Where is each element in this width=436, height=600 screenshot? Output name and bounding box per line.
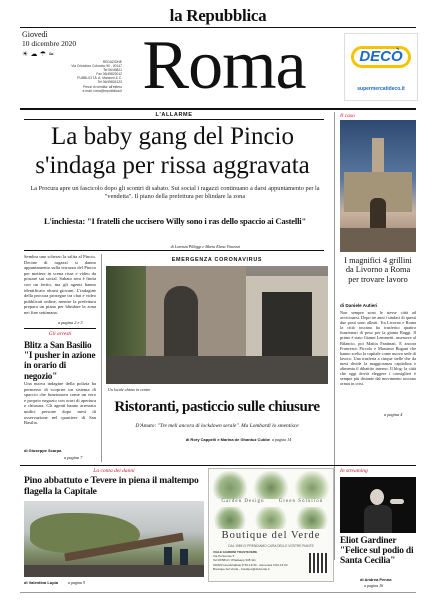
deco-ad[interactable]	[344, 33, 418, 101]
center-more[interactable]: a pagina 14	[272, 437, 292, 442]
plant-illustration-icon	[211, 507, 249, 529]
gardiner-photo	[340, 477, 416, 533]
ad-label-green: Green Solution	[278, 499, 324, 504]
fallen-tree-photo	[24, 501, 204, 577]
conductor-body-shape	[364, 505, 392, 533]
restaurant-photo	[106, 266, 328, 384]
bottom-right-more[interactable]: a pagina 16	[364, 583, 384, 588]
left-more[interactable]: a pagina 2 e 3	[58, 320, 83, 325]
info-line: Via Cristoforo Colombo 90 - 00147	[71, 64, 122, 69]
center-summary: D'Amato: "Tre meli ancora di lockdown serale". Ma Lombardi lo smentisce	[135, 423, 299, 429]
qr-code-icon	[309, 553, 329, 573]
ad-line: Boutique del Verde - boutique@delverde.it	[213, 566, 270, 571]
bottom-right-byline: di Andrea Penna	[360, 577, 392, 582]
kicker-rule	[24, 119, 324, 120]
top-story-rule	[24, 250, 324, 251]
bottom-right-kicker: In streaming	[340, 468, 368, 474]
top-headline-2[interactable]: s'indaga per rissa aggravata	[35, 152, 310, 179]
bottom-left-more[interactable]: a pagina 9	[68, 580, 86, 585]
road-shape	[24, 565, 204, 577]
center-kicker: EMERGENZA CORONAVIRUS	[171, 257, 263, 263]
info-line: Tel 06/49824123	[97, 80, 122, 85]
center-caption: Un locale chiuso in centro	[108, 387, 151, 392]
ad-line: Via Portuense 5	[213, 554, 235, 559]
info-line: PUBBLICITÀ: A. Manzoni & C.	[77, 76, 122, 81]
bottom-left-byline: di Valentina Lupia	[24, 580, 59, 585]
street-shape	[106, 356, 328, 384]
bottom-right-headline[interactable]: Eliot Gardiner "Felice sul podio di Santa Cecilia"	[340, 536, 414, 567]
masthead-bottom-rule	[20, 108, 416, 110]
masthead-info	[70, 60, 122, 93]
door-shape	[262, 292, 312, 356]
left-headline[interactable]: Blitz a San Basilio "I pusher in azione in orario di negozio"	[24, 340, 96, 381]
sidebar-divider	[334, 112, 335, 560]
masthead-date: 10 dicembre 2020	[22, 39, 77, 48]
ad-info	[213, 550, 305, 571]
weather-strip	[22, 50, 70, 58]
left-byline: di Giuseppe Scarpa	[24, 448, 62, 453]
ad-title: Boutique del Verde	[221, 530, 321, 541]
ad-line: ORARI lunedì/sabato 8:30-19:30 - domenica 9:00-13:00	[213, 562, 288, 567]
top-headline-1[interactable]: La baby gang del Pincio	[51, 123, 294, 150]
center-byline: di Rory Cappelli e Marina de Ghantuz Cubbe	[185, 437, 270, 442]
info-line: Fax 06/49823012	[96, 72, 122, 77]
sidebar-more[interactable]: a pagina 4	[384, 412, 403, 417]
deco-url: supermercatideco.it	[357, 86, 405, 92]
plant-illustration-icon	[252, 507, 290, 529]
top-kicker: L'ALLARME	[155, 112, 193, 118]
plant-illustration-icon	[211, 471, 249, 499]
masthead-city: Roma	[142, 27, 306, 104]
piazza-shape	[340, 228, 416, 252]
cloud-icon: ☁	[30, 50, 38, 58]
campidoglio-photo	[340, 120, 416, 252]
left-body: Sembra uno scherzo la salita al Pincio. Decine di ragazzi si danno appuntamento sulla terrazza del Pincio per mettere in scena risse e video da postare sui social. Sabato sera è finita con un ferito, ma gli agenti hanno identificato alcuni giovani. L'indagine della procura prosegue tra chat e video pubblicati online, mentre la prefettura prepara un piano per blindare la zona nei fine settimana.	[24, 254, 96, 315]
plant-illustration-icon	[252, 471, 290, 499]
sidebar-kicker: Il caso	[340, 113, 355, 119]
deco-logo: DECÒ	[351, 46, 411, 68]
ad-label-garden: Garden Design	[221, 499, 265, 504]
ad-line: Tel 06/5813 / Whatsapp 338 111	[213, 558, 256, 563]
masthead-day: Giovedì	[22, 30, 48, 39]
sun-icon: ☀	[22, 50, 29, 58]
plant-illustration-icon	[293, 471, 331, 499]
sidebar-byline: di Daniele Autieri	[340, 303, 378, 308]
brand-logo: la Repubblica	[169, 6, 267, 25]
wind-icon: ≈	[48, 50, 55, 58]
boutique-ad[interactable]	[208, 468, 334, 582]
top-byline: di Lorenza Pilleggi e Maria Elena Vincenzi	[170, 244, 240, 249]
sidebar-headline[interactable]: I magnifici 4 grillini da Livorno a Roma per trovare lavoro	[344, 256, 412, 284]
center-headline[interactable]: Ristoranti, pasticcio sulle chiusure	[114, 399, 320, 415]
footer-rule	[20, 592, 416, 593]
left-kicker: Gli arresti	[48, 331, 72, 337]
info-line: Prezzi di vendita: all'estero	[82, 84, 122, 89]
sidebar-body: Non sempre sono le stesse città ad avvicinarsi. Dopo tre anni i sindaci di questi due posti sono alleati. Tra Livorno e Roma la città toscana ha trasferito quattro funzionari di peso per la giunta Raggi. Il primo è stato Gianni Lemmetti, assessore al Bilancio, poi Mattia Fantinati. E ancora Francesco Piccolo e Massimo Bugani che hanno scelto la capitale come nuova sede di lavoro. Una trasferta a cinque stelle che da mesi divide la maggioranza capitolina e alimenta il dibattito interno. Il blog: la città che oggi dovrà eleggere i consiglieri è sempre più distante dal movimento toscano ormai in crisi.	[340, 310, 416, 387]
info-line: Tel 06/49821	[103, 68, 122, 73]
conductor-hand-shape	[390, 499, 404, 504]
plant-illustration-icon	[293, 507, 331, 529]
arch-shape	[164, 286, 198, 356]
mid-rule	[20, 465, 416, 466]
left-rule-1	[24, 328, 96, 329]
ad-subtitle: DAL 1989 CI PRENDIAMO CURA DELLE VOSTRE PIANTE	[228, 544, 314, 548]
top-inquiry[interactable]: L'inchiesta: "I fratelli che uccisero Willy sono i ras dello spaccio ai Castelli"	[43, 216, 307, 226]
bottom-left-kicker: La conta dei danni	[93, 468, 135, 474]
conductor-head-shape	[370, 489, 384, 505]
rain-icon: ☂	[39, 50, 47, 58]
bottom-left-headline[interactable]: Pino abbattuto e Tevere in piena il maltempo flagella la Capitale	[24, 475, 199, 497]
statue-shape	[370, 198, 386, 228]
info-line: e-mail: roma@repubblica.it	[82, 88, 122, 93]
left-col-divider	[101, 254, 102, 462]
ad-line: VIALE GIARDINI TRASTEVERE	[213, 550, 258, 554]
left-more-2[interactable]: a pagina 7	[64, 455, 83, 460]
top-summary: La Procura apre un fascicolo dopo gli scontri di sabato. Sui social i ragazzi continuano a darsi appuntamento per la "vendetta". Il piano della prefettura per blindare la zona	[30, 185, 320, 200]
left-body-2: Una nuova indagine della polizia ha permesso di scoprire un sistema di spaccio che funzionava come un vero e proprio negozio con orari di apertura e chiusura. Gli agenti hanno arrestato undici persone dopo mesi di osservazione nel quartiere di San Basilio.	[24, 381, 96, 426]
info-line: REDAZIONE	[102, 60, 122, 64]
